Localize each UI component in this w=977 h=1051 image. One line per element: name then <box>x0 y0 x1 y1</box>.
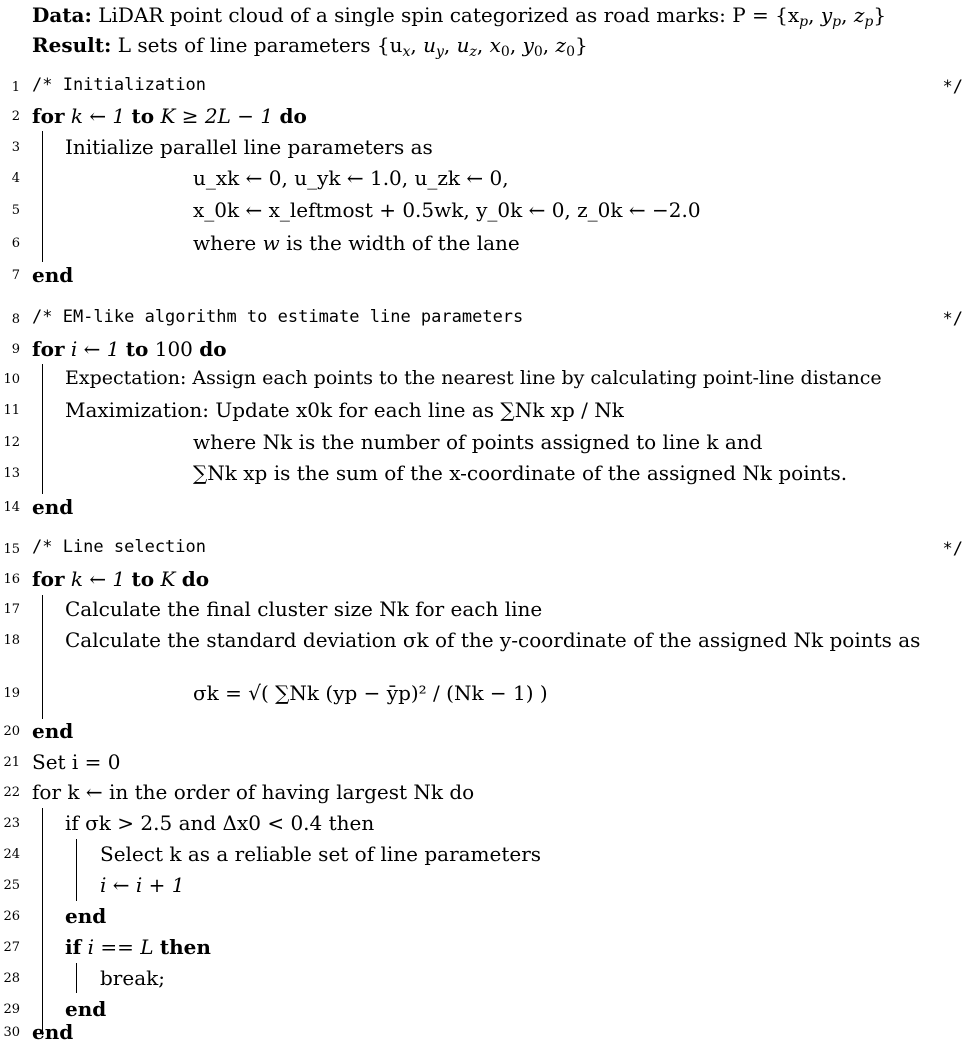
algo-line-13 <box>0 461 977 491</box>
data-text: LiDAR point cloud of a single spin categorized as road marks: $P = \{x_p$, $y_p$, $z_p$} <box>98 3 887 31</box>
algo-line-22 <box>0 780 977 810</box>
algo-line-14 <box>0 495 977 525</box>
comment: /* Initialization <box>32 75 206 95</box>
line-number: 8 <box>11 312 20 327</box>
statement: Calculate the standard deviation σk of the y-coordinate of the assigned Nk points as <box>65 628 921 652</box>
comment: /* Line selection <box>32 537 206 557</box>
algo-line-25 <box>0 873 977 903</box>
algo-line-4 <box>0 166 977 196</box>
algo-line-7 <box>0 263 977 293</box>
comment-end: */ <box>942 309 963 329</box>
line-number: 29 <box>3 1002 20 1017</box>
end-keyword: end <box>65 997 107 1021</box>
statement: Initialize parallel line parameters as <box>65 135 433 159</box>
line-number: 22 <box>3 785 20 800</box>
statement: Calculate the final cluster size Nk for each line <box>65 597 543 621</box>
algo-line-17 <box>0 597 977 627</box>
algo-line-12 <box>0 430 977 460</box>
algo-line-20 <box>0 719 977 749</box>
algo-line-28 <box>0 966 977 996</box>
end-keyword: end <box>65 904 107 928</box>
algo-line-24 <box>0 842 977 872</box>
line-number: 18 <box>3 633 20 648</box>
algo-line-23 <box>0 811 977 841</box>
algo-line-2 <box>0 104 977 134</box>
comment: /* EM-like algorithm to estimate line parameters <box>32 307 524 327</box>
algo-line-5 <box>0 198 977 228</box>
line-number: 15 <box>3 542 20 557</box>
line-number: 3 <box>11 140 20 155</box>
result-label: Result: <box>32 33 112 57</box>
algo-line-21 <box>0 750 977 780</box>
statement: for k ← 1 to K do <box>32 567 210 591</box>
line-number: 20 <box>3 724 20 739</box>
statement: Select k as a reliable set of line parameters <box>100 842 542 866</box>
statement: Maximization: Update x0k for each line as ∑Nk xp / Nk <box>65 398 624 422</box>
line-number: 30 <box>3 1025 20 1040</box>
statement: where Nk is the number of points assigned to line k and <box>193 430 763 454</box>
algo-line-26 <box>0 904 977 934</box>
line-number: 26 <box>3 909 20 924</box>
line-number: 28 <box>3 971 20 986</box>
equation: x_0k ← x_leftmost + 0.5wk, y_0k ← 0, z_0k ← −2.0 <box>193 198 701 222</box>
line-number: 27 <box>3 940 20 955</box>
comment-end: */ <box>942 77 963 97</box>
algo-line-3 <box>0 135 977 165</box>
statement: if i == L then <box>65 935 211 959</box>
line-number: 25 <box>3 878 20 893</box>
algo-line-18 <box>0 628 977 658</box>
end-keyword: end <box>32 495 74 519</box>
statement: Set i = 0 <box>32 750 121 774</box>
line-number: 4 <box>11 171 20 186</box>
data-line <box>32 3 887 31</box>
line-number: 5 <box>11 203 20 218</box>
statement: for k ← 1 to K ≥ 2L − 1 do <box>32 104 307 128</box>
line-number: 21 <box>3 755 20 770</box>
end-keyword: end <box>32 263 74 287</box>
algo-line-1 <box>0 75 977 105</box>
statement: where w is the width of the lane <box>193 231 520 255</box>
comment-end: */ <box>942 539 963 559</box>
line-number: 12 <box>3 435 20 450</box>
line-number: 10 <box>3 372 20 387</box>
statement: i ← i + 1 <box>100 873 185 897</box>
line-number: 2 <box>11 109 20 124</box>
line-number: 17 <box>3 602 20 617</box>
statement: for i ← 1 to 100 do <box>32 337 227 361</box>
result-line <box>32 33 588 61</box>
statement: for k ← in the order of having largest Nk do <box>32 780 475 804</box>
algo-line-8 <box>0 307 977 337</box>
algo-line-15 <box>0 537 977 567</box>
equation: σk = √( ∑Nk (yp − ȳp)² / (Nk − 1) ) <box>193 681 548 705</box>
algo-line-10 <box>0 367 977 397</box>
line-number: 11 <box>3 403 20 418</box>
algo-line-11 <box>0 398 977 428</box>
statement: if σk > 2.5 and Δx0 < 0.4 then <box>65 811 375 835</box>
line-number: 16 <box>3 572 20 587</box>
line-number: 14 <box>3 500 20 515</box>
algo-line-19 <box>0 675 977 715</box>
algo-line-16 <box>0 567 977 597</box>
line-number: 1 <box>11 80 20 95</box>
statement: Expectation: Assign each points to the nearest line by calculating point-line distance <box>65 367 882 389</box>
algo-line-30 <box>0 1020 977 1050</box>
result-text: L sets of line parameters {$u_x$, $u_y$, $u_z$, $x_0$, $y_0$, $z_0$} <box>117 33 588 61</box>
algo-line-6 <box>0 231 977 261</box>
line-number: 9 <box>11 342 20 357</box>
equation: u_xk ← 0, u_yk ← 1.0, u_zk ← 0, <box>193 166 509 190</box>
statement: break; <box>100 966 165 990</box>
end-keyword: end <box>32 719 74 743</box>
line-number: 24 <box>3 847 20 862</box>
data-label: Data: <box>32 3 92 27</box>
statement: ∑Nk xp is the sum of the x-coordinate of the assigned Nk points. <box>193 461 848 485</box>
algo-line-9 <box>0 337 977 367</box>
end-keyword: end <box>32 1020 74 1044</box>
line-number: 6 <box>11 236 20 251</box>
line-number: 19 <box>3 686 20 701</box>
line-number: 7 <box>11 268 20 283</box>
line-number: 23 <box>3 816 20 831</box>
line-number: 13 <box>3 466 20 481</box>
algo-line-27 <box>0 935 977 965</box>
